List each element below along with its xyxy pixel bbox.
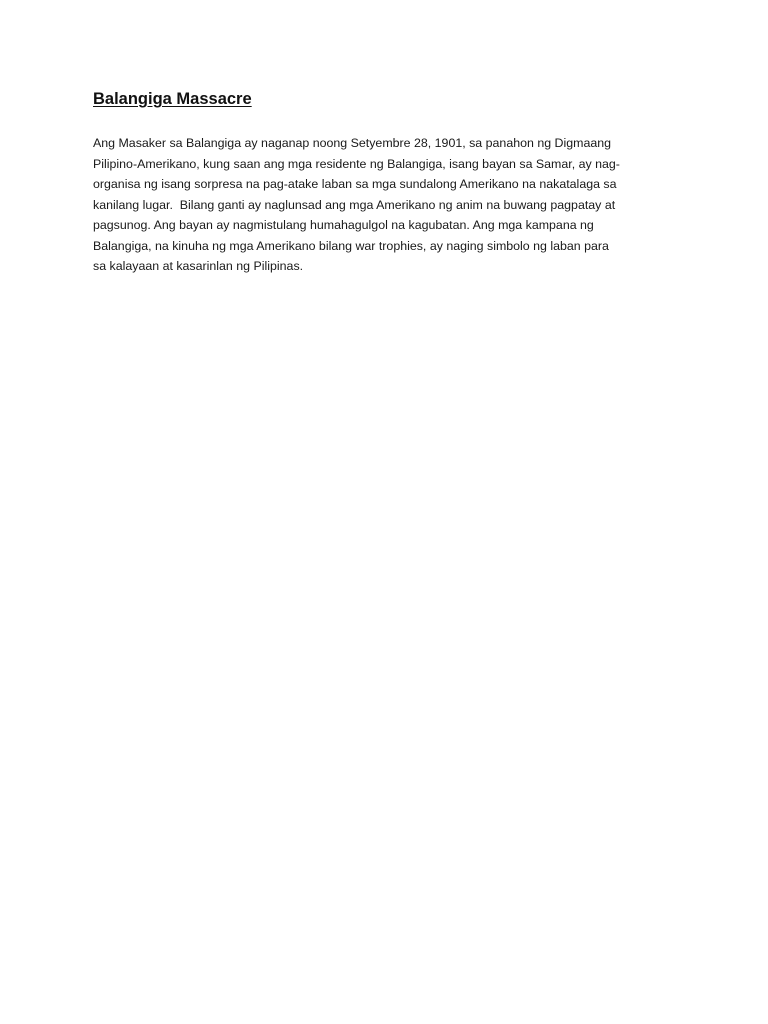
paragraph-line: Ang Masaker sa Balangiga ay naganap noong Setyembre 28, 1901, sa panahon ng Digmaang [93,136,612,150]
paragraph-line: Balangiga, na kinuha ng mga Amerikano bilang war trophies, ay naging simbolo ng laban para [93,238,609,253]
paragraph-line: organisa ng isang sorpresa na pag-atake laban sa mga sundalong Amerikano na nakatalaga sa [93,177,617,191]
paragraph-line: pagsunog. Ang bayan ay nagmistulang humahagulgol na kagubatan. Ang mga kampana ng [93,218,594,232]
document-page [93,88,678,277]
paragraph-line: Pilipino-Amerikano, kung saan ang mga residente ng Balangiga, isang bayan sa Samar, ay nag- [93,156,620,171]
paragraph-line: sa kalayaan at kasarinlan ng Pilipinas. [93,259,304,273]
document-title: Balangiga Massacre [93,90,252,108]
paragraph-line: kanilang lugar. Bilang ganti ay naglunsad ang mga Amerikano ng anim na buwang pagpatay at [93,197,616,212]
document-paragraph [93,133,678,277]
